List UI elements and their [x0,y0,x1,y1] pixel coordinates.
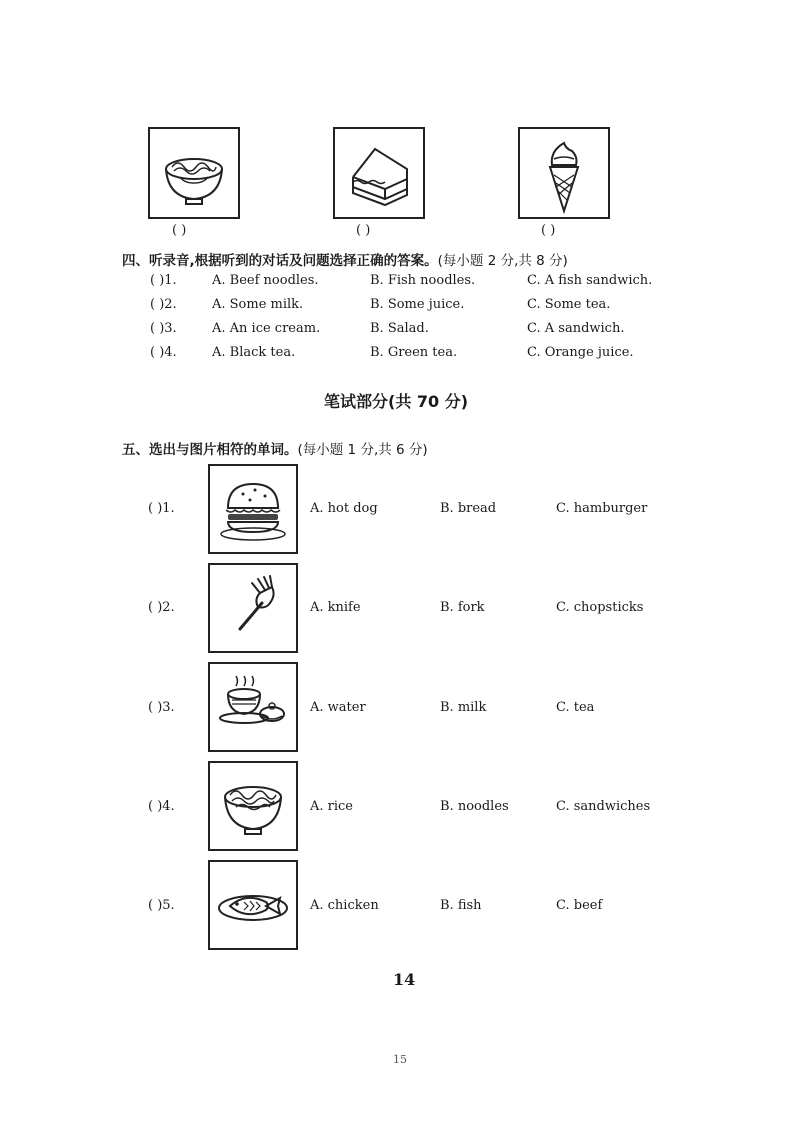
option-c: C. tea [556,700,595,715]
picture-ice-cream [518,127,610,219]
option-b: B. Salad. [370,321,429,336]
question-paren[interactable]: ( )3. [148,700,175,715]
option-a: A. An ice cream. [212,321,321,336]
noodles-bowl-icon [150,129,238,217]
option-a: A. Black tea. [212,345,296,360]
option-b: B. Fish noodles. [370,273,476,288]
question-paren[interactable]: ( )5. [148,898,175,913]
option-b: B. milk [440,700,487,715]
section4-score: (每小题 2 分,共 8 分) [437,253,568,269]
option-c: C. A fish sandwich. [527,273,653,288]
section4-number: 四、 [122,253,149,269]
written-part-title: 笔试部分(共 70 分) [324,392,469,411]
question-paren[interactable]: ( )4. [148,799,175,814]
option-a: A. Beef noodles. [212,273,319,288]
ice-cream-icon [520,129,608,217]
option-c: C. sandwiches [556,799,651,814]
question-paren[interactable]: ( )2. [150,297,177,312]
option-b: B. noodles [440,799,509,814]
top-blank-2[interactable]: ( ) [356,223,371,238]
option-b: B. fish [440,898,482,913]
section5-instruction: 选出与图片相符的单词。 [149,442,298,458]
footer-page-number: 15 [393,1053,407,1066]
option-c: C. beef [556,898,603,913]
hamburger-icon [210,466,296,552]
option-b: B. Green tea. [370,345,458,360]
tea-cup-icon [210,664,296,750]
picture-fork [208,563,298,653]
picture-hamburger [208,464,298,554]
option-c: C. chopsticks [556,600,644,615]
option-a: A. chicken [310,898,379,913]
option-a: A. hot dog [310,501,378,516]
option-b: B. bread [440,501,497,516]
section4-heading [122,249,568,269]
option-b: B. Some juice. [370,297,465,312]
page-number: 14 [393,970,416,989]
picture-tea-cup [208,662,298,752]
sandwich-icon [335,129,423,217]
fork-icon [210,565,296,651]
picture-sandwich [333,127,425,219]
question-paren[interactable]: ( )3. [150,321,177,336]
option-a: A. rice [310,799,353,814]
section5-heading [122,438,428,458]
picture-fish-plate [208,860,298,950]
question-paren[interactable]: ( )2. [148,600,175,615]
option-a: A. water [310,700,366,715]
section4-instruction: 听录音,根据听到的对话及问题选择正确的答案。 [149,253,438,269]
question-paren[interactable]: ( )1. [148,501,175,516]
option-c: C. Orange juice. [527,345,634,360]
option-c: C. Some tea. [527,297,611,312]
question-paren[interactable]: ( )4. [150,345,177,360]
picture-noodles-bowl [148,127,240,219]
option-a: A. Some milk. [212,297,304,312]
top-blank-1[interactable]: ( ) [172,223,187,238]
fish-plate-icon [210,862,296,948]
option-c: C. hamburger [556,501,648,516]
option-c: C. A sandwich. [527,321,625,336]
picture-noodles-bowl [208,761,298,851]
option-a: A. knife [310,600,361,615]
noodles-bowl-icon [210,763,296,849]
option-b: B. fork [440,600,485,615]
question-paren[interactable]: ( )1. [150,273,177,288]
section5-number: 五、 [122,442,149,458]
section5-score: (每小题 1 分,共 6 分) [297,442,428,458]
top-blank-3[interactable]: ( ) [541,223,556,238]
